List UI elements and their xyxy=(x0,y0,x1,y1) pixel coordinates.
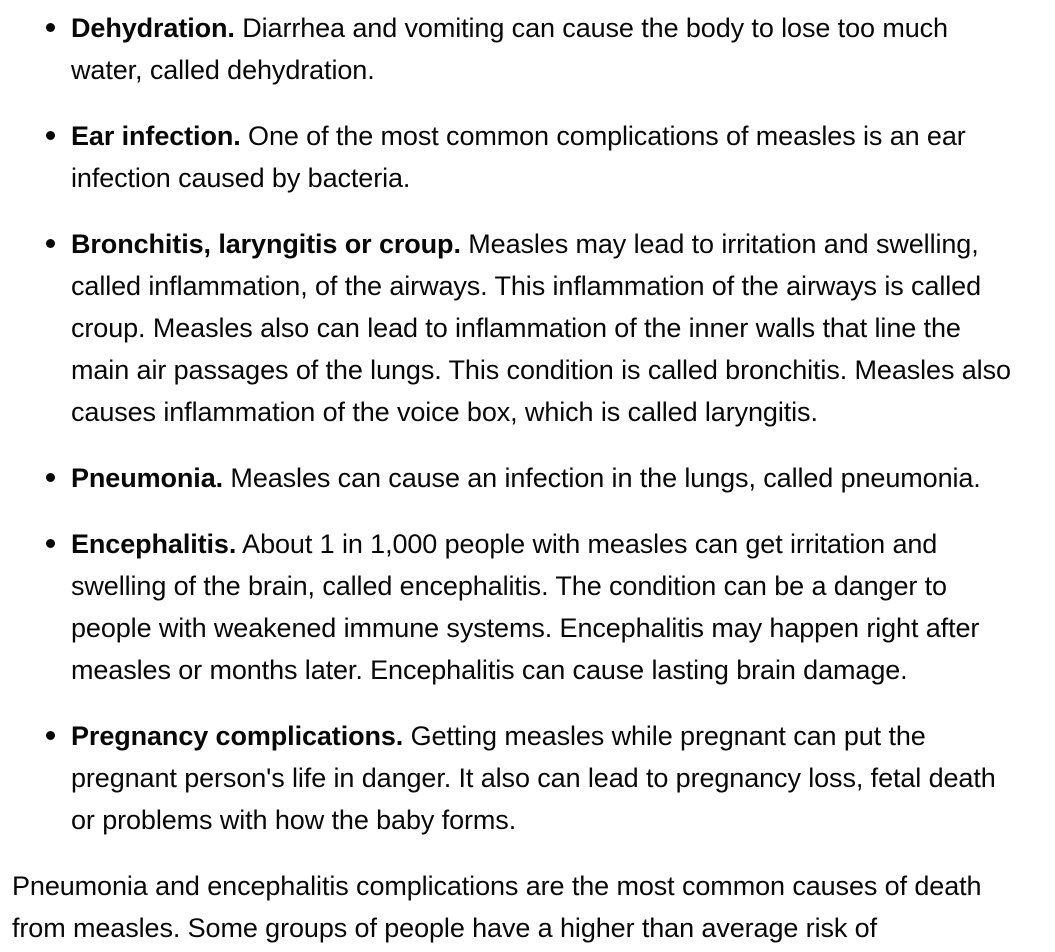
article-content xyxy=(12,7,1022,949)
bullet-icon xyxy=(46,473,55,482)
bullet-icon xyxy=(46,131,55,140)
list-item-bronchitis xyxy=(12,223,1022,433)
list-item-pregnancy xyxy=(12,715,1022,841)
list-item-term: Pregnancy complications. xyxy=(71,721,404,751)
bullet-icon xyxy=(46,239,55,248)
list-item-text: About 1 in 1,000 people with measles can get irritation and swelling of the brain, called encephalitis. The condition can be a danger to people with weakened immune systems. Encephalitis may happen right after measles or months later. Encephalitis can cause lasting brain damage. xyxy=(71,529,980,685)
bullet-icon xyxy=(46,539,55,548)
list-item-dehydration xyxy=(12,7,1022,91)
list-item-text: Measles can cause an infection in the lungs, called pneumonia. xyxy=(223,463,981,493)
bullet-icon xyxy=(46,23,55,32)
list-item-term: Dehydration. xyxy=(71,13,235,43)
list-item-text: Diarrhea and vomiting can cause the body to lose too much water, called dehydration. xyxy=(71,13,948,85)
summary-paragraph: Pneumonia and encephalitis complications are the most common causes of death from measles. Some groups of people have a higher than average risk of xyxy=(12,871,982,943)
list-item-text: One of the most common complications of measles is an ear infection caused by bacteria. xyxy=(71,121,966,193)
list-item-text: Getting measles while pregnant can put the pregnant person's life in danger. It also can lead to pregnancy loss, fetal death or problems with how the baby forms. xyxy=(71,721,996,835)
bullet-icon xyxy=(46,731,55,740)
list-item-ear-infection xyxy=(12,115,1022,199)
list-item-text: Measles may lead to irritation and swelling, called inflammation, of the airways. This inflammation of the airways is called croup. Measles also can lead to inflammation of the inner walls that line the main air passages of the lungs. This condition is called bronchitis. Measles also causes inflammation of the voice box, which is called laryngitis. xyxy=(71,229,1011,427)
list-item-term: Bronchitis, laryngitis or croup. xyxy=(71,229,461,259)
complications-list xyxy=(12,7,1022,841)
list-item-term: Encephalitis. xyxy=(71,529,237,559)
list-item-pneumonia xyxy=(12,457,1022,499)
list-item-term: Pneumonia. xyxy=(71,463,224,493)
list-item-encephalitis xyxy=(12,523,1022,691)
list-item-term: Ear infection. xyxy=(71,121,241,151)
